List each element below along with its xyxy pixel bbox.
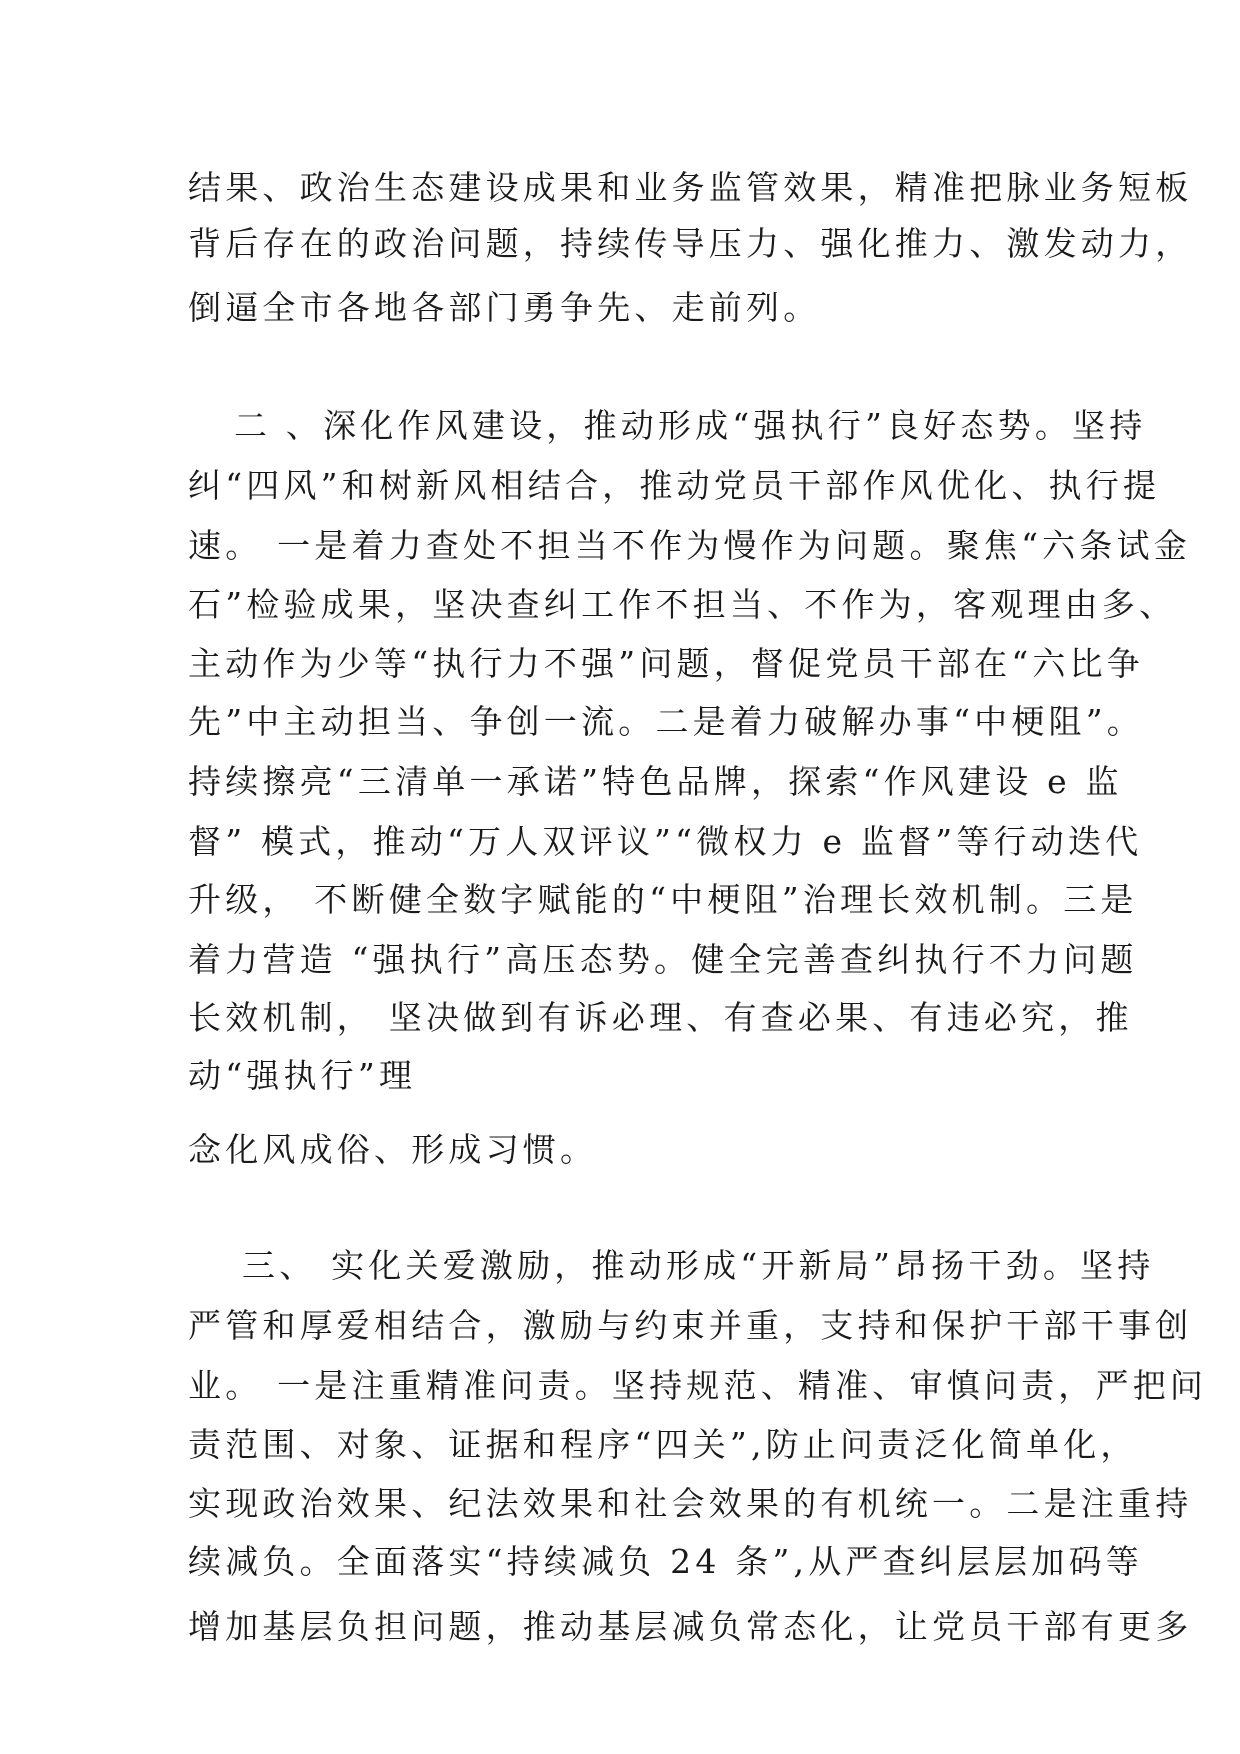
text-line: 倒逼全市各地各部门勇争先、走前列。 — [188, 288, 821, 327]
text-line: 续减负。全面落实“持续减负 24 条”,从严查纠层层加码等 — [188, 1542, 1144, 1581]
text-line: 升级， 不断健全数字赋能的“中梗阻”治理长效机制。三是 — [188, 880, 1138, 919]
text-line: 严管和厚爱相结合，激励与约束并重，支持和保护干部干事创 — [188, 1306, 1193, 1345]
text-line: 主动作为少等“执行力不强”问题，督促党员干部在“六比争 — [188, 644, 1145, 683]
text-line: 增加基层负担问题，推动基层减负常态化，让党员干部有更多 — [188, 1607, 1193, 1646]
text-line: 着力营造 “强执行”高压态势。健全完善查纠执行不力问题 — [188, 940, 1138, 979]
text-line: 督” 模式，推动“万人双评议”“微权力 e 监督”等行动迭代 — [188, 822, 1143, 861]
text-line: 念化风成俗、形成习惯。 — [188, 1130, 598, 1169]
text-line: 业。 一是注重精准问责。坚持规范、精准、审慎问责，严把问 — [188, 1366, 1208, 1405]
text-line: 长效机制， 坚决做到有诉必理、有查必果、有违必究，推 — [188, 998, 1133, 1037]
text-line: 先”中主动担当、争创一流。二是着力破解办事“中梗阻”。 — [188, 702, 1145, 741]
text-line: 背后存在的政治问题，持续传导压力、强化推力、激发动力， — [188, 224, 1193, 263]
text-line: 动“强执行”理 — [188, 1056, 417, 1095]
text-line: 速。 一是着力查处不担当不作为慢作为问题。聚焦“六条试金 — [188, 526, 1191, 565]
text-line: 纠“四风”和树新风相结合，推动党员干部作风优化、执行提 — [188, 466, 1161, 505]
text-line: 持续擦亮“三清单一承诺”特色品牌，探索“作风建设 e 监 — [188, 762, 1123, 801]
section-heading-2: 二 、深化作风建设，推动形成“强执行”良好态势。坚持 — [234, 406, 1147, 445]
text-line: 实现政治效果、纪法效果和社会效果的有机统一。二是注重持 — [188, 1484, 1193, 1523]
text-line: 结果、政治生态建设成果和业务监管效果，精准把脉业务短板 — [188, 168, 1193, 207]
text-line: 责范围、对象、证据和程序“四关”,防止问责泛化简单化， — [188, 1425, 1138, 1464]
section-heading-3: 三、 实化关爱激励，推动形成“开新局”昂扬干劲。坚持 — [242, 1246, 1155, 1285]
text-line: 石”检验成果，坚决查纠工作不担当、不作为，客观理由多、 — [188, 585, 1177, 624]
